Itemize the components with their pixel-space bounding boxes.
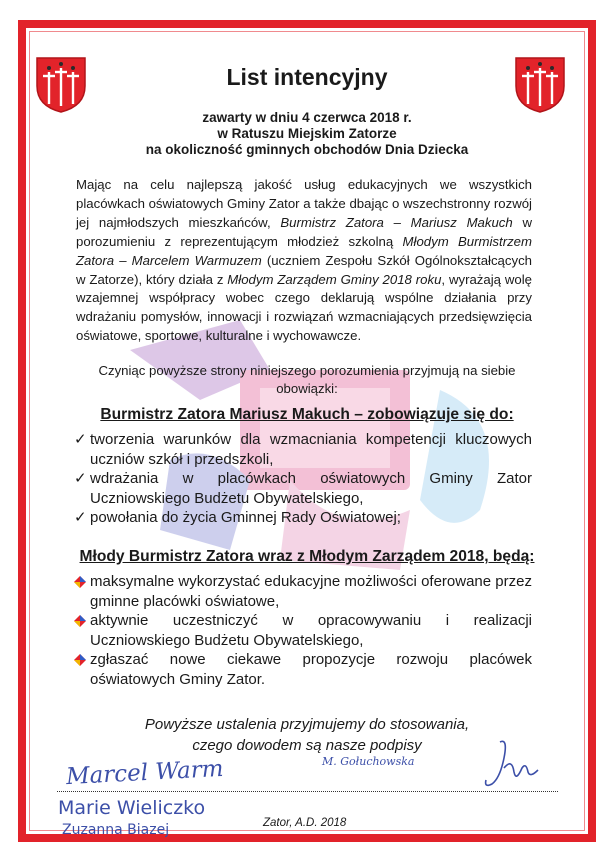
subtitle-occasion: na okoliczność gminnych obchodów Dnia Dziecka — [145, 142, 469, 157]
closing-line-2: czego dowodem są nasze podpisy — [192, 737, 422, 754]
section2-heading: Młody Burmistrz Zatora wraz z Młodym Zarządem 2018, będą: — [79, 548, 535, 565]
intro-paragraph — [76, 176, 532, 346]
check-icon: ✓ — [74, 470, 87, 488]
signature-2: M. Gołuchowska — [322, 755, 415, 768]
parties-line-1: Czyniąc powyższe strony niniejszego porozumienia przyjmują na siebie — [98, 363, 516, 378]
list-item — [74, 650, 532, 689]
section2-list — [74, 572, 532, 690]
list-item — [74, 508, 532, 528]
council-name: Młodym Zarządem Gminy 2018 roku — [227, 271, 442, 287]
check-icon: ✓ — [74, 431, 87, 448]
list-item-text: aktywnie uczestniczyć w opracowywaniu i realizacji Uczniowskiego Budżetu Obywatelskiego, — [90, 612, 532, 649]
mayor-name: Burmistrz Zatora – Mariusz Makuch — [280, 214, 513, 230]
diamond-bullet-icon — [74, 576, 86, 588]
subtitle-place: w Ratuszu Miejskim Zatorze — [217, 126, 397, 141]
subtitle-date: zawarty w dniu 4 czerwca 2018 r. — [202, 110, 412, 125]
signature-1: Marcel Warm — [65, 755, 225, 791]
check-icon: ✓ — [74, 509, 87, 527]
list-item — [74, 572, 532, 611]
intro-text: , wyrażają wolę wzajemnej współpracy wobec czego deklarują wspólne działania przy wdrażaniu pomysłów, innowacji i rozwiązań wzmacniających przedsięwzięcia oświatowe, sportowe, kulturalne i wychowawcze. — [76, 271, 532, 344]
diamond-bullet-icon — [74, 654, 86, 666]
intro-text: (uczniem Zespołu Szkół Ogólnokształcących w Zatorze), który działa z — [76, 252, 533, 287]
list-item-text: zgłaszać nowe ciekawe propozycje rozwoju placówek oświatowych Gminy Zator. — [90, 651, 532, 688]
list-item — [74, 469, 532, 508]
signature-5: Zuzanna Biazej — [62, 822, 170, 838]
parties-line-2: obowiązki: — [276, 381, 338, 396]
section1-list — [74, 430, 532, 528]
intro-text: Mając na celu najlepszą jakość usług edukacyjnych we wszystkich placówkach oświatowych Gminy Zator a także dbając o wszechstronny rozwój jej najmłodszych mieszkańców, — [76, 177, 532, 230]
section1-heading: Burmistrz Zatora Mariusz Makuch – zobowiązuje się do: — [100, 406, 514, 423]
signature-line — [57, 791, 558, 792]
diamond-bullet-icon — [74, 615, 86, 627]
list-item — [74, 611, 532, 650]
place-date: Zator, A.D. 2018 — [263, 817, 347, 829]
signature-3-mark — [478, 738, 548, 790]
document-title: List intencyjny — [226, 64, 388, 90]
list-item-text: maksymalne wykorzystać edukacyjne możliwości oferowane przez gminne placówki oświatowe, — [90, 573, 532, 610]
young-mayor-name: Młodym Burmistrzem Zatora – Marcelem Warmuzem — [76, 233, 532, 268]
list-item — [74, 430, 532, 469]
list-item-text: wdrażania w placówkach oświatowych Gminy Zator Uczniowskiego Budżetu Obywatelskiego, — [90, 470, 532, 507]
signature-4: Marie Wieliczko — [58, 797, 206, 819]
intro-text: w porozumieniu z reprezentującym młodzież szkolną — [76, 214, 533, 249]
list-item-text: powołania do życia Gminnej Rady Oświatowej; — [90, 509, 401, 527]
list-item-text: tworzenia warunków dla wzmacniania kompetencji kluczowych uczniów szkół i przedszkoli, — [90, 431, 532, 468]
closing-line-1: Powyższe ustalenia przyjmujemy do stosowania, — [144, 716, 470, 733]
